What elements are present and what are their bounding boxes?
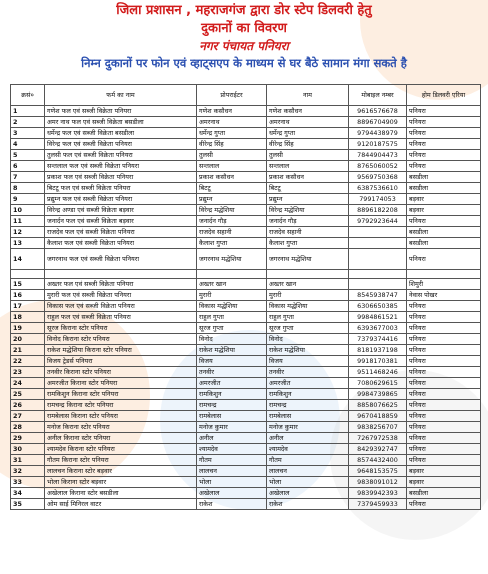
cell-area: पनियरा — [407, 249, 481, 270]
cell-area: पनियरा — [407, 117, 481, 128]
cell-proprietor: सूरज गुप्ता — [197, 323, 267, 334]
cell-name: राकेश — [267, 499, 349, 510]
table-row — [11, 150, 481, 161]
cell-mobile: 799174053 — [349, 194, 407, 205]
cell-area: बसडीला — [407, 238, 481, 249]
cell-proprietor: बिटटू — [197, 183, 267, 194]
cell-name: जनार्दन गौड़ — [267, 216, 349, 227]
cell-serial: 13 — [11, 238, 45, 249]
table-row — [11, 488, 481, 499]
cell-proprietor: राजदेव सहानी — [197, 227, 267, 238]
cell-area: पनियरा — [407, 455, 481, 466]
cell-serial: 7 — [11, 172, 45, 183]
table-row — [11, 139, 481, 150]
cell-firm: श्यामदेव किराना स्टोर पनियरा — [45, 444, 197, 455]
cell-mobile: 8896182208 — [349, 205, 407, 216]
cell-proprietor: विनोद — [197, 334, 267, 345]
cell-proprietor: राहुल गुप्ता — [197, 312, 267, 323]
cell-area: बड़वार — [407, 466, 481, 477]
cell-name: तनवीर — [267, 367, 349, 378]
cell-proprietor: अमरनाथ — [197, 117, 267, 128]
table-row — [11, 356, 481, 367]
cell-mobile: 9839942393 — [349, 488, 407, 499]
cell-name: सन्तलाल — [267, 161, 349, 172]
cell-firm: राजदेव फल एवं सब्जी विक्रेता पनियरा — [45, 227, 197, 238]
cell-serial: 17 — [11, 301, 45, 312]
col-header-firm: फर्म का नाम — [45, 85, 197, 106]
cell-firm: रामचन्द्र किराना स्टोर पनियरा — [45, 400, 197, 411]
cell-serial: 12 — [11, 227, 45, 238]
table-row — [11, 183, 481, 194]
table-row — [11, 433, 481, 444]
cell-name: अखेलाल — [267, 488, 349, 499]
table-row — [11, 367, 481, 378]
cell-firm: मनोज किराना स्टोर पनियरा — [45, 422, 197, 433]
cell-firm: अखेलाल किराना स्टोर बसडीला — [45, 488, 197, 499]
cell-proprietor: राकेश — [197, 499, 267, 510]
table-row — [11, 161, 481, 172]
col-header-mobile: मोबाइल नम्बर — [349, 85, 407, 106]
cell-name: कैलाश गुप्ता — [267, 238, 349, 249]
cell-serial: 14 — [11, 249, 45, 270]
cell-mobile: 9838256707 — [349, 422, 407, 433]
cell-mobile: 9984861521 — [349, 312, 407, 323]
cell-mobile — [349, 227, 407, 238]
cell-mobile: 9670418859 — [349, 411, 407, 422]
cell-empty — [407, 270, 481, 279]
cell-proprietor: वीरेन्द्र सिंह — [197, 139, 267, 150]
cell-mobile: 9648153575 — [349, 466, 407, 477]
cell-mobile: 9984739865 — [349, 389, 407, 400]
cell-proprietor: श्यामदेव — [197, 444, 267, 455]
cell-area: बसडीला — [407, 488, 481, 499]
table-row — [11, 106, 481, 117]
cell-serial: 20 — [11, 334, 45, 345]
cell-firm: तुलसी फल एवं सब्जी विक्रेता पनियरा — [45, 150, 197, 161]
cell-firm: राहुल फल एवं सब्जी विक्रेता पनियरा — [45, 312, 197, 323]
cell-firm: रामबेलास किराना स्टोर पनियरा — [45, 411, 197, 422]
cell-mobile: 7379459933 — [349, 499, 407, 510]
cell-mobile: 8765060052 — [349, 161, 407, 172]
cell-mobile: 8896704909 — [349, 117, 407, 128]
cell-firm: कैलाश फल एवं सब्जी विक्रेता पनियरा — [45, 238, 197, 249]
table-row — [11, 444, 481, 455]
cell-name: तुलसी — [267, 150, 349, 161]
cell-proprietor: अखेलाल — [197, 488, 267, 499]
cell-serial: 6 — [11, 161, 45, 172]
cell-serial: 4 — [11, 139, 45, 150]
cell-firm: अमरजीत किराना स्टोर पनियरा — [45, 378, 197, 389]
header-line-1: जिला प्रशासन , महराजगंज द्वारा डोर स्टेप डिलवरी हेतु — [116, 3, 372, 18]
cell-name: भोला — [267, 477, 349, 488]
cell-mobile: 6393677003 — [349, 323, 407, 334]
cell-proprietor: विजय — [197, 356, 267, 367]
cell-area: बड़वार — [407, 194, 481, 205]
cell-proprietor: भोला — [197, 477, 267, 488]
cell-firm: विजय ट्रेडर्स पनियरा — [45, 356, 197, 367]
cell-name: अमरनाथ — [267, 117, 349, 128]
cell-area: पनियरा — [407, 161, 481, 172]
cell-area: पनियरा — [407, 389, 481, 400]
cell-name: मुरारी — [267, 290, 349, 301]
cell-serial: 18 — [11, 312, 45, 323]
cell-proprietor: मुरारी — [197, 290, 267, 301]
cell-proprietor: राकेश मद्धेशिया — [197, 345, 267, 356]
cell-mobile — [349, 238, 407, 249]
cell-name: जगरनाथ मद्धेशिया — [267, 249, 349, 270]
cell-area: पनियरा — [407, 323, 481, 334]
cell-area: पनियरा — [407, 150, 481, 161]
cell-name: प्रद्युम्न — [267, 194, 349, 205]
cell-area: पनियरा — [407, 422, 481, 433]
cell-firm: रामकिशुन किराना स्टोर पनियरा — [45, 389, 197, 400]
cell-name: बिटटू — [267, 183, 349, 194]
cell-empty — [267, 270, 349, 279]
cell-mobile: 8545938747 — [349, 290, 407, 301]
cell-mobile: 8858076625 — [349, 400, 407, 411]
cell-empty — [197, 270, 267, 279]
cell-proprietor: जगरनाथ मद्धेशिया — [197, 249, 267, 270]
cell-area: पनियरा — [407, 128, 481, 139]
table-row-spacer — [11, 270, 481, 279]
cell-serial: 27 — [11, 411, 45, 422]
cell-mobile — [349, 279, 407, 290]
header-line-3: नगर पंचायत पनियरा — [199, 39, 289, 53]
header-line-2: दुकानों का विवरण — [201, 21, 287, 36]
shops-table — [10, 84, 481, 510]
cell-name: सूरज गुप्ता — [267, 323, 349, 334]
cell-serial: 16 — [11, 290, 45, 301]
header-line-4: निम्न दुकानों पर फोन एवं व्हाट्सएप के माध्यम से घर बैठे सामान मंगा सकते है — [81, 56, 407, 70]
cell-name: धर्मेन्द्र गुप्ता — [267, 128, 349, 139]
cell-proprietor: प्रकाश कसौधन — [197, 172, 267, 183]
cell-serial: 30 — [11, 444, 45, 455]
table-row — [11, 205, 481, 216]
table-header-row — [11, 85, 481, 106]
cell-serial: 24 — [11, 378, 45, 389]
cell-firm: सूरज किराना स्टोर पनियरा — [45, 323, 197, 334]
cell-area: बसडीला — [407, 227, 481, 238]
cell-firm: अमर नाथ फल एवं सब्जी विक्रेता बसडीला — [45, 117, 197, 128]
table-row — [11, 411, 481, 422]
cell-serial: 10 — [11, 205, 45, 216]
table-row — [11, 301, 481, 312]
cell-serial: 19 — [11, 323, 45, 334]
cell-proprietor: जनार्दन गौड़ — [197, 216, 267, 227]
cell-area: पनियरा — [407, 367, 481, 378]
cell-area: शिमुरी — [407, 279, 481, 290]
cell-proprietor: रामबेलास — [197, 411, 267, 422]
cell-serial: 28 — [11, 422, 45, 433]
cell-name: गणेश कसौधन — [267, 106, 349, 117]
cell-name: लालचन — [267, 466, 349, 477]
cell-area: पनियरा — [407, 411, 481, 422]
table-row — [11, 194, 481, 205]
cell-empty — [11, 270, 45, 279]
cell-name: राकेश मद्धेशिया — [267, 345, 349, 356]
cell-name: रामकिशुन — [267, 389, 349, 400]
cell-firm: सन्तलाल फल एवं सब्जी विक्रेता पनियरा — [45, 161, 197, 172]
cell-mobile: 9120187575 — [349, 139, 407, 150]
table-row — [11, 334, 481, 345]
cell-name: वीरेन्द्र सिंह — [267, 139, 349, 150]
cell-area: पनियरा — [407, 216, 481, 227]
cell-proprietor: विरेन्द्र मद्धेशिया — [197, 205, 267, 216]
cell-name: राजदेव सहानी — [267, 227, 349, 238]
cell-proprietor: रामकिशुन — [197, 389, 267, 400]
table-row — [11, 477, 481, 488]
cell-proprietor: मनोज कुमार — [197, 422, 267, 433]
cell-firm: विकास फल एवं सब्जी विक्रेता पनियरा — [45, 301, 197, 312]
cell-proprietor: लालचन — [197, 466, 267, 477]
cell-firm: प्रद्युम्न फल एवं सब्जी विक्रेता पनियरा — [45, 194, 197, 205]
table-row — [11, 238, 481, 249]
cell-mobile: 7080629615 — [349, 378, 407, 389]
cell-firm: मुरारी फल एवं सब्जी विक्रेता पनियरा — [45, 290, 197, 301]
cell-proprietor: विकास मद्धेशिया — [197, 301, 267, 312]
cell-firm: जगरनाथ फल एवं सब्जी विक्रेता पनियरा — [45, 249, 197, 270]
cell-area: पनियरा — [407, 312, 481, 323]
cell-name: रामबेलास — [267, 411, 349, 422]
cell-proprietor: रामचन्द्र — [197, 400, 267, 411]
table-row — [11, 128, 481, 139]
cell-mobile: 6387536610 — [349, 183, 407, 194]
cell-serial: 23 — [11, 367, 45, 378]
cell-serial: 32 — [11, 466, 45, 477]
cell-firm: जनार्दन फल एवं सब्जी विक्रेता बड़वार — [45, 216, 197, 227]
cell-serial: 11 — [11, 216, 45, 227]
cell-mobile: 6306650385 — [349, 301, 407, 312]
cell-firm: राकेश मद्धेशिया किराना स्टोर पनियरा — [45, 345, 197, 356]
cell-mobile: 9616576678 — [349, 106, 407, 117]
cell-area: पनियरा — [407, 356, 481, 367]
cell-name: अख्तर खान — [267, 279, 349, 290]
col-header-proprietor: प्रोपराईटर — [197, 85, 267, 106]
table-row — [11, 249, 481, 270]
cell-firm: ओम साई मिनिरल वाटर — [45, 499, 197, 510]
cell-firm: भोला किराना स्टोर बड़वार — [45, 477, 197, 488]
cell-firm: विरेन्द्र फल एवं सब्जी विक्रेता पनियरा — [45, 139, 197, 150]
cell-proprietor: तनवीर — [197, 367, 267, 378]
cell-name: राहुल गुप्ता — [267, 312, 349, 323]
cell-name: विरेन्द्र मद्धेशिया — [267, 205, 349, 216]
cell-mobile — [349, 249, 407, 270]
table-row — [11, 378, 481, 389]
cell-firm: अनील किराना स्टोर पनियरा — [45, 433, 197, 444]
cell-mobile: 7844904473 — [349, 150, 407, 161]
cell-name: विनोद — [267, 334, 349, 345]
cell-proprietor: प्रद्युम्न — [197, 194, 267, 205]
cell-empty — [45, 270, 197, 279]
cell-firm: अख्तर फल एवं सब्जी विक्रेता पनियरा — [45, 279, 197, 290]
cell-serial: 26 — [11, 400, 45, 411]
cell-serial: 29 — [11, 433, 45, 444]
table-row — [11, 312, 481, 323]
cell-mobile: 9838091012 — [349, 477, 407, 488]
cell-name: अमरजीत — [267, 378, 349, 389]
cell-area: बसडीला — [407, 183, 481, 194]
cell-name: प्रकाश कसौधन — [267, 172, 349, 183]
cell-name: विकास मद्धेशिया — [267, 301, 349, 312]
table-row — [11, 455, 481, 466]
cell-empty — [349, 270, 407, 279]
cell-area: पनियरा — [407, 139, 481, 150]
cell-area: पनियरा — [407, 106, 481, 117]
cell-serial: 1 — [11, 106, 45, 117]
table-row — [11, 117, 481, 128]
cell-mobile: 8429392747 — [349, 444, 407, 455]
cell-area: पनियरा — [407, 334, 481, 345]
cell-name: गौतम — [267, 455, 349, 466]
cell-firm: धर्मेन्द्र फल एवं सब्जी विक्रेता बसडीला — [45, 128, 197, 139]
cell-serial: 2 — [11, 117, 45, 128]
table-row — [11, 216, 481, 227]
cell-proprietor: कैलाश गुप्ता — [197, 238, 267, 249]
cell-area: पनियरा — [407, 378, 481, 389]
cell-area: नेवास पोखर — [407, 290, 481, 301]
cell-proprietor: अनील — [197, 433, 267, 444]
cell-serial: 9 — [11, 194, 45, 205]
cell-serial: 15 — [11, 279, 45, 290]
cell-serial: 31 — [11, 455, 45, 466]
cell-mobile: 7267972538 — [349, 433, 407, 444]
table-row — [11, 422, 481, 433]
table-row — [11, 227, 481, 238]
cell-serial: 35 — [11, 499, 45, 510]
cell-serial: 21 — [11, 345, 45, 356]
cell-firm: विरेन्द्र अण्डा एवं सब्जी विक्रेता बड़वार — [45, 205, 197, 216]
cell-mobile: 9794438979 — [349, 128, 407, 139]
cell-mobile: 9918170381 — [349, 356, 407, 367]
col-header-delivery-area: होम डिलवरी एरिया — [407, 85, 481, 106]
cell-area: बसडीला — [407, 172, 481, 183]
cell-name: अनील — [267, 433, 349, 444]
cell-area: पनियरा — [407, 499, 481, 510]
cell-serial: 5 — [11, 150, 45, 161]
cell-proprietor: तुलसी — [197, 150, 267, 161]
cell-mobile: 7379374416 — [349, 334, 407, 345]
cell-serial: 34 — [11, 488, 45, 499]
cell-serial: 8 — [11, 183, 45, 194]
col-header-name: नाम — [267, 85, 349, 106]
cell-proprietor: धर्मेन्द्र गुप्ता — [197, 128, 267, 139]
cell-proprietor: गणेश कसौधन — [197, 106, 267, 117]
cell-serial: 3 — [11, 128, 45, 139]
cell-serial: 22 — [11, 356, 45, 367]
cell-area: पनियरा — [407, 444, 481, 455]
cell-serial: 33 — [11, 477, 45, 488]
cell-area: बड़वार — [407, 205, 481, 216]
cell-firm: विनोद किराना स्टोर पनियरा — [45, 334, 197, 345]
cell-serial: 25 — [11, 389, 45, 400]
cell-name: रामचन्द्र — [267, 400, 349, 411]
cell-firm: गणेश फल एवं सब्जी विक्रेता पनियरा — [45, 106, 197, 117]
cell-area: पनियरा — [407, 345, 481, 356]
cell-proprietor: गौतम — [197, 455, 267, 466]
cell-name: मनोज कुमार — [267, 422, 349, 433]
cell-mobile: 8181937198 — [349, 345, 407, 356]
table-row — [11, 466, 481, 477]
cell-area: बड़वार — [407, 477, 481, 488]
cell-firm: लालचन किराना स्टोर बड़वार — [45, 466, 197, 477]
cell-firm: बिटटू फल एवं सब्जी विक्रेता पनियरा — [45, 183, 197, 194]
table-row — [11, 345, 481, 356]
cell-name: विजय — [267, 356, 349, 367]
col-header-serial: क्रसं० — [11, 85, 45, 106]
cell-proprietor: अमरजीत — [197, 378, 267, 389]
cell-area: पनियरा — [407, 400, 481, 411]
cell-mobile: 9511468246 — [349, 367, 407, 378]
cell-area: पनियरा — [407, 301, 481, 312]
cell-firm: तनवीर किराना स्टोर पनियरा — [45, 367, 197, 378]
cell-proprietor: सन्तलाल — [197, 161, 267, 172]
cell-firm: गौतम किराना स्टोर पनियरा — [45, 455, 197, 466]
cell-mobile: 9569750368 — [349, 172, 407, 183]
table-row — [11, 172, 481, 183]
table-row — [11, 279, 481, 290]
cell-name: श्यामदेव — [267, 444, 349, 455]
table-row — [11, 323, 481, 334]
table-row — [11, 499, 481, 510]
cell-mobile: 8574432400 — [349, 455, 407, 466]
table-row — [11, 290, 481, 301]
cell-proprietor: अख्तर खान — [197, 279, 267, 290]
cell-area: पनियरा — [407, 433, 481, 444]
table-row — [11, 400, 481, 411]
cell-firm: प्रकाश फल एवं सब्जी विक्रेता पनियरा — [45, 172, 197, 183]
table-row — [11, 389, 481, 400]
cell-mobile: 9792923644 — [349, 216, 407, 227]
